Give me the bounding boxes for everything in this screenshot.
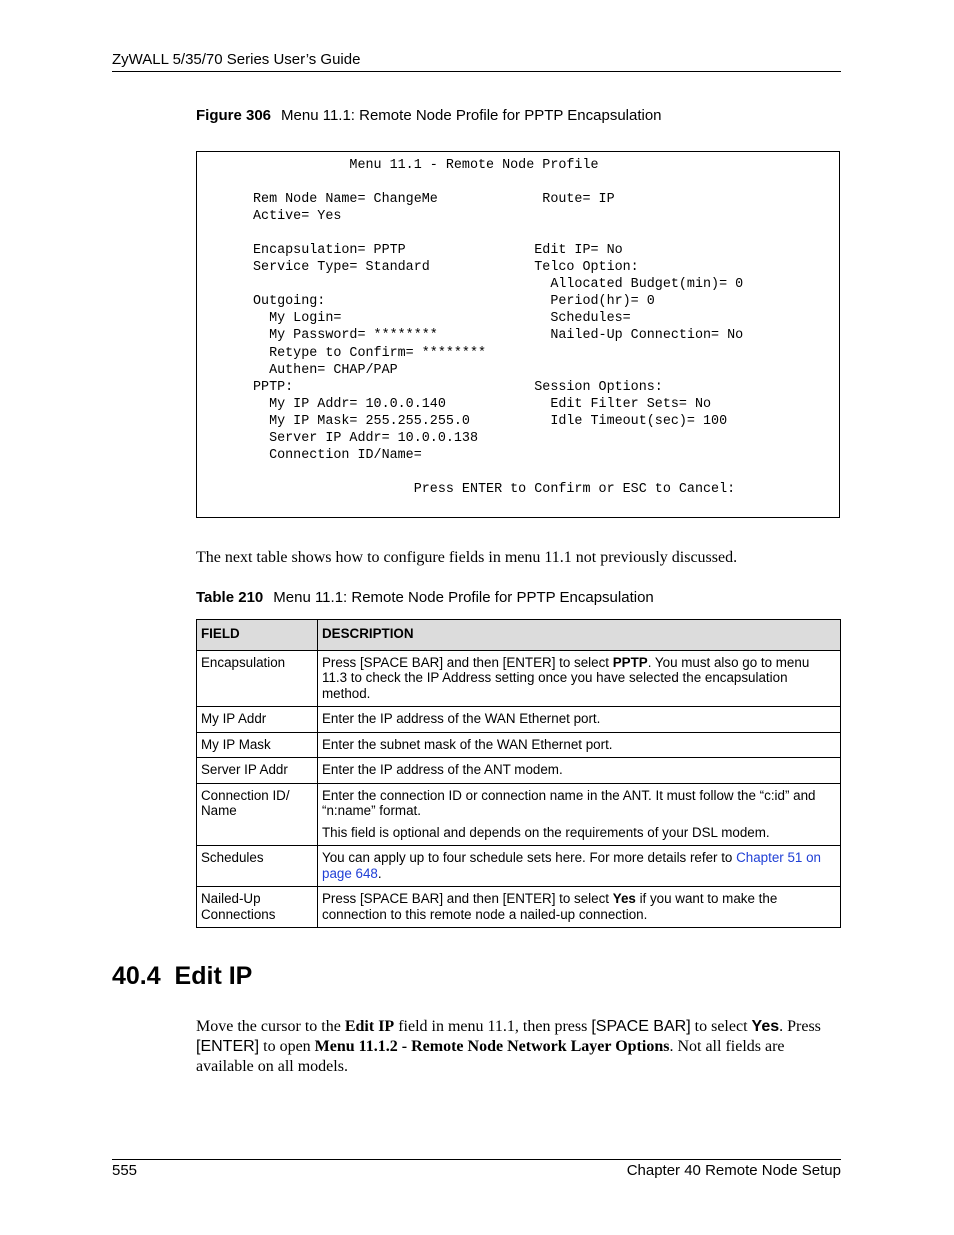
description-cell: Enter the IP address of the ANT modem. <box>318 758 841 784</box>
column-header-field: FIELD <box>197 620 318 651</box>
column-header-description: DESCRIPTION <box>318 620 841 651</box>
intro-paragraph: The next table shows how to configure fields in menu 11.1 not previously discussed. <box>196 549 738 566</box>
description-cell: Enter the IP address of the WAN Ethernet port. <box>318 707 841 733</box>
table-row <box>197 846 841 887</box>
chapter-51-link[interactable]: Chapter 51 on page 648 <box>322 850 821 881</box>
table-row <box>197 650 841 707</box>
field-cell: Server IP Addr <box>197 758 318 784</box>
running-header: ZyWALL 5/35/70 Series User’s Guide <box>112 51 361 68</box>
table-row <box>197 783 841 846</box>
table-row <box>197 758 841 784</box>
field-cell: My IP Addr <box>197 707 318 733</box>
description-cell: Press [SPACE BAR] and then [ENTER] to select PPTP. You must also go to menu 11.3 to check the IP Address setting once you have selected the encapsulation method. <box>318 650 841 707</box>
field-cell: Encapsulation <box>197 650 318 707</box>
figure-caption <box>196 107 662 124</box>
terminal-screen-text: Menu 11.1 - Remote Node Profile Rem Node Name= ChangeMe Route= IP Active= Yes Encapsulation= PPTP Edit IP= No Service Type= Standard Telco Option: Allocated Budget(min)= 0 Outgoing: Period(hr)= 0 My Login= Schedules= My Password= ******** Nailed-Up Connection= No Retype to Confirm= ******** Authen= CHAP/PAP PPTP: Session Options: My IP Addr= 10.0.0.140 Edit Filter Sets= No My IP Mask= 255.255.255.0 Idle Timeout(sec)= 100 Server IP Addr= 10.0.0.138 Connection ID/Name= Press ENTER to Confirm or ESC to Cancel: <box>253 158 744 497</box>
field-description-table <box>196 619 841 928</box>
description-cell: Enter the subnet mask of the WAN Ethernet port. <box>318 732 841 758</box>
figure-title: Menu 11.1: Remote Node Profile for PPTP Encapsulation <box>281 107 662 124</box>
table-row <box>197 732 841 758</box>
chapter-title: Chapter 40 Remote Node Setup <box>626 1162 841 1179</box>
table-title: Menu 11.1: Remote Node Profile for PPTP Encapsulation <box>273 589 654 606</box>
field-cell: Nailed-Up Connections <box>197 887 318 928</box>
page-number: 555 <box>112 1162 138 1179</box>
table-label: Table 210 <box>196 589 264 606</box>
table-header-row <box>197 620 841 651</box>
description-cell: Enter the connection ID or connection name in the ANT. It must follow the “c:id” and “n:name” format. This field is optional and depends on the requirements of your DSL modem. <box>318 783 841 846</box>
field-cell: My IP Mask <box>197 732 318 758</box>
table-caption <box>196 589 654 606</box>
table-row <box>197 887 841 928</box>
figure-label: Figure 306 <box>196 107 272 124</box>
terminal-screen <box>196 151 840 518</box>
field-cell: Schedules <box>197 846 318 887</box>
section-paragraph: Move the cursor to the Edit IP field in menu 11.1, then press [SPACE BAR] to select Yes. Press [ENTER] to open Menu 11.1.2 - Remote Node Network Layer Options. Not all fields are available on all models. <box>196 1018 821 1075</box>
header-rule <box>112 71 841 72</box>
table-row <box>197 707 841 733</box>
section-heading: 40.4 Edit IP <box>112 962 253 990</box>
field-cell: Connection ID/ Name <box>197 783 318 846</box>
description-cell: You can apply up to four schedule sets here. For more details refer to Chapter 51 on page 648. <box>318 846 841 887</box>
description-cell: Press [SPACE BAR] and then [ENTER] to select Yes if you want to make the connection to this remote node a nailed-up connection. <box>318 887 841 928</box>
footer-rule <box>112 1159 841 1160</box>
